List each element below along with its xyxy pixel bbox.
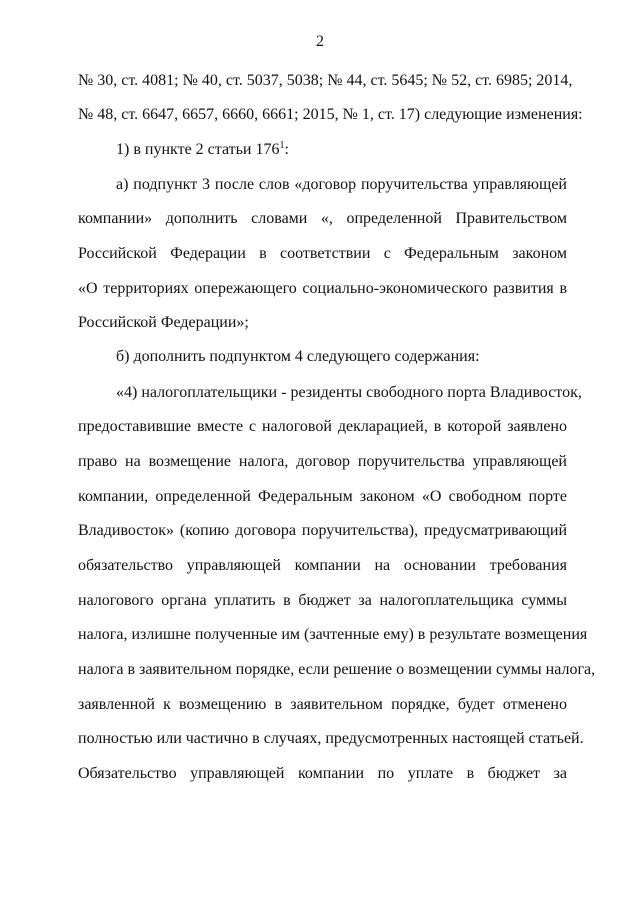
text-line-3 [116,140,567,160]
text-line-17: налога, излишне полученные им (зачтенные ему) в результате возмещения [78,626,588,643]
text-line-12: право на возмещение налога, договор поручительства управляющей [78,453,567,470]
text-line-6: Российской Федерации в соответствии с Федеральным законом [78,245,567,262]
text-line-3-suffix: : [284,141,289,158]
page-number: 2 [316,33,324,50]
text-line-5: компании» дополнить словами «, определенной Правительством [78,210,567,227]
text-line-2: № 48, ст. 6647, 6657, 6660, 6661; 2015, № 1, ст. 17) следующие изменения: [78,106,583,123]
text-line-1: № 30, ст. 4081; № 40, ст. 5037, 5038; № 44, ст. 5645; № 52, ст. 6985; 2014, [78,72,573,89]
text-line-16: налогового органа уплатить в бюджет за налогоплательщика суммы [78,592,567,609]
footnote-marker: 1 [279,140,285,151]
text-line-11: предоставившие вместе с налоговой декларацией, в которой заявлено [78,418,567,435]
text-line-9: б) дополнить подпунктом 4 следующего содержания: [116,348,480,365]
text-line-4: а) подпункт 3 после слов «договор поручительства управляющей [116,176,567,193]
text-line-13: компании, определенной Федеральным законом «О свободном порте [78,488,567,505]
text-line-7: «О территориях опережающего социально-экономического развития в [78,280,567,297]
text-line-21: Обязательство управляющей компании по уплате в бюджет за [78,765,567,782]
text-line-14: Владивосток» (копию договора поручительства), предусматривающий [78,522,567,539]
text-line-20: полностью или частично в случаях, предусмотренных настоящей статьей. [78,730,584,747]
text-line-10: «4) налогоплательщики - резиденты свободного порта Владивосток, [116,384,582,401]
text-line-19: заявленной к возмещению в заявительном порядке, будет отменено [78,696,567,713]
text-line-3-main: 1) в пункте 2 статьи 176 [116,141,280,158]
text-line-8: Российской Федерации»; [78,314,249,331]
text-line-15: обязательство управляющей компании на основании требования [78,557,567,574]
text-line-18: налога в заявительном порядке, если решение о возмещении суммы налога, [78,661,596,678]
